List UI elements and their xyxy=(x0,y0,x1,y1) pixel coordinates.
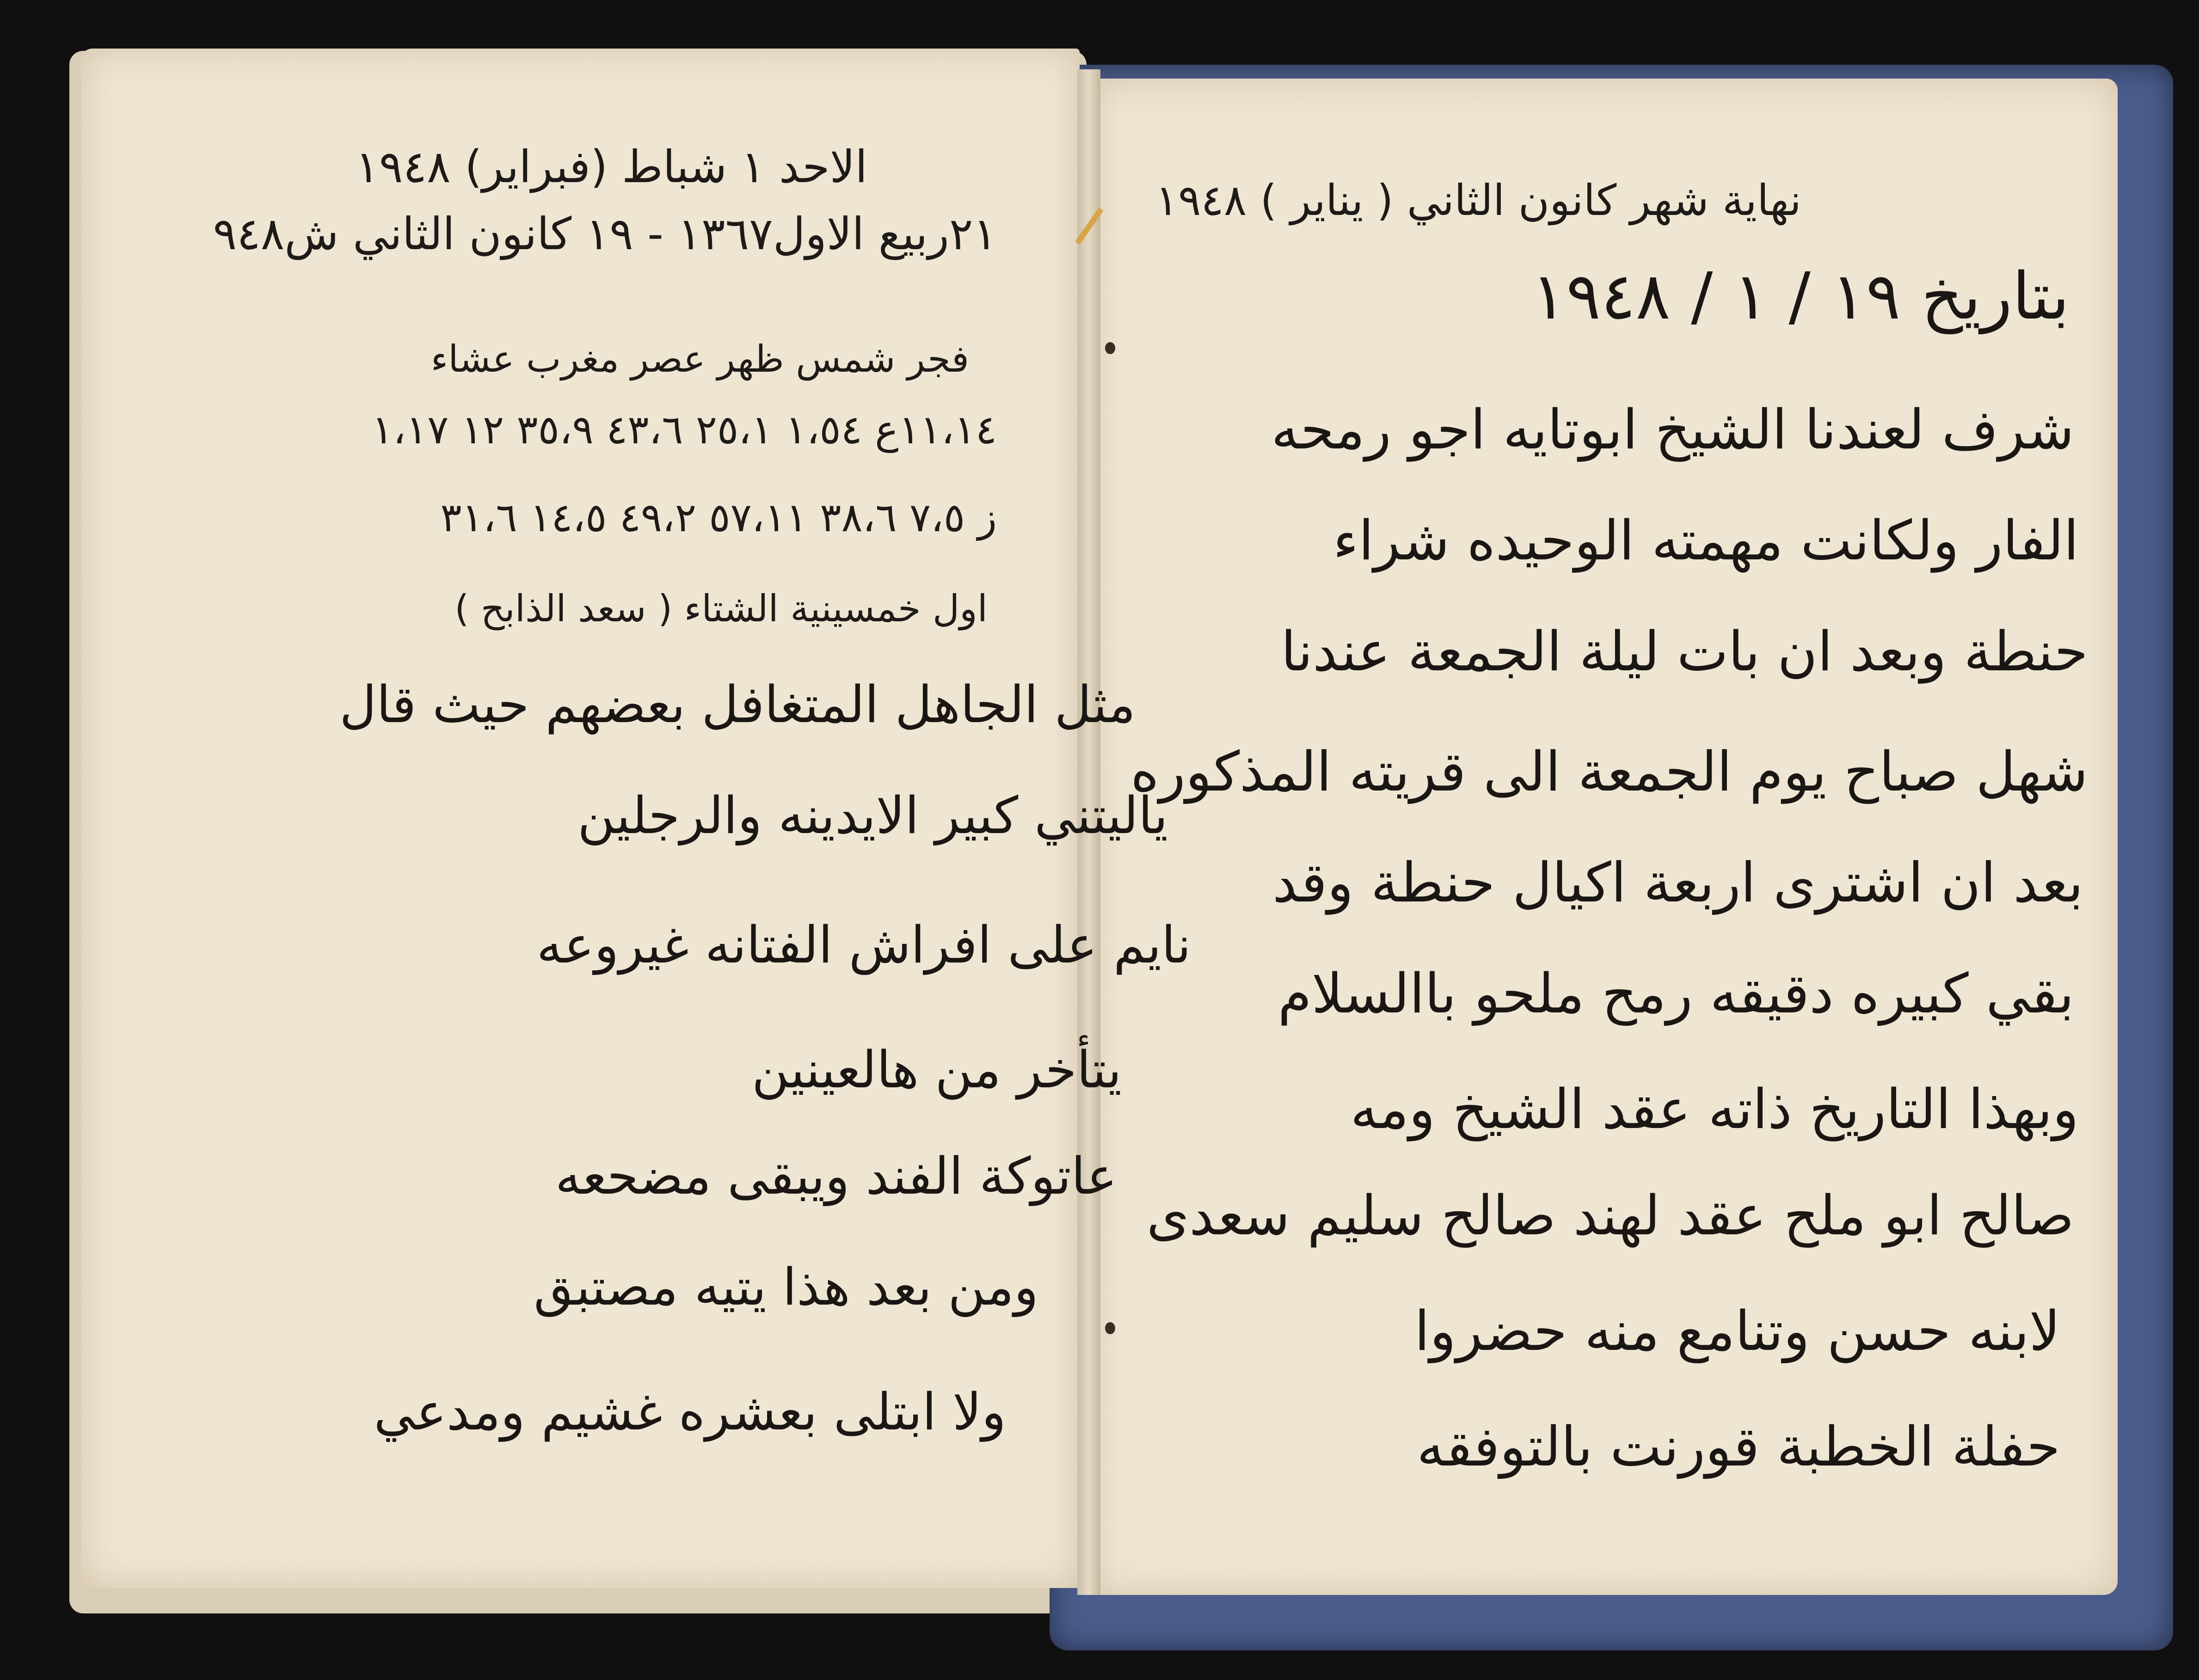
left-page-hijri-date: ٢١ربيع الاول١٣٦٧ - ١٩ كانون الثاني ش٩٤٨ xyxy=(213,208,997,260)
handwritten-line: مثل الجاهل المتغافل بعضهم حيث قال xyxy=(339,675,1136,734)
handwritten-line: عاتوكة الفند ويبقى مضحعه xyxy=(555,1147,1117,1206)
handwritten-line: حفلة الخطبة قورنت بالتوفقه xyxy=(1417,1415,2060,1478)
handwritten-line: يتأخر من هالعينين xyxy=(751,1040,1122,1099)
handwritten-line: لابنه حسن وتنامع منه حضروا xyxy=(1414,1299,2060,1363)
prayer-times-row-1: ١١،١٤ع ١،٥٤ ٢٥،١ ٤٣،٦ ٣٥،٩ ١٢ ١،١٧ xyxy=(371,407,997,453)
handwritten-line: ياليتني كبير الايدينه والرجلين xyxy=(577,786,1168,845)
handwritten-line: ولا ابتلى بعشره غشيم ومدعي xyxy=(374,1382,1006,1441)
handwritten-line: بعد ان اشترى اربعة اكيال حنطة وقد xyxy=(1272,851,2083,914)
prayer-names-row: فجر شمس ظهر عصر مغرب عشاء xyxy=(430,337,969,380)
handwritten-line: شرف لعندنا الشيخ ابوتايه اجو رمحه xyxy=(1271,398,2074,461)
handwritten-line: صالح ابو ملح عقد لهند صالح سليم سعدى xyxy=(1146,1183,2074,1247)
season-note: اول خمسينية الشتاء ( سعد الذابح ) xyxy=(455,587,988,630)
handwritten-line: ومن بعد هذا يتيه مصتبق xyxy=(534,1257,1038,1317)
handwritten-line: شهل صباح يوم الجمعة الى قريته المذكوره xyxy=(1130,740,2088,803)
handwritten-line: وبهذا التاريخ ذاته عقد الشيخ ومه xyxy=(1350,1077,2079,1141)
handwritten-date-line: بتاريخ ١٩ / ١ / ١٩٤٨ xyxy=(1531,259,2070,334)
prayer-times-row-2: ز ٧،٥ ٣٨،٦ ٥٧،١١ ٤٩،٢ ١٤،٥ ٣١،٦ xyxy=(440,495,997,541)
handwritten-line: حنطة وبعد ان بات ليلة الجمعة عندنا xyxy=(1281,619,2088,683)
right-page-date-header: نهاية شهر كانون الثاني ( يناير ) ١٩٤٨ xyxy=(1155,176,1801,225)
left-page-date-header: الاحد ١ شباط (فبراير) ١٩٤٨ xyxy=(355,141,867,193)
handwritten-line: بقي كبيره دقيقه رمح ملحو باالسلام xyxy=(1278,962,2074,1025)
handwritten-line: الفار ولكانت مهمته الوحيده شراء xyxy=(1333,509,2079,572)
handwritten-line: نايم على افراش الفتانه غيروعه xyxy=(536,915,1191,975)
binding-stitch xyxy=(1105,1322,1115,1334)
binding-stitch xyxy=(1105,342,1115,354)
